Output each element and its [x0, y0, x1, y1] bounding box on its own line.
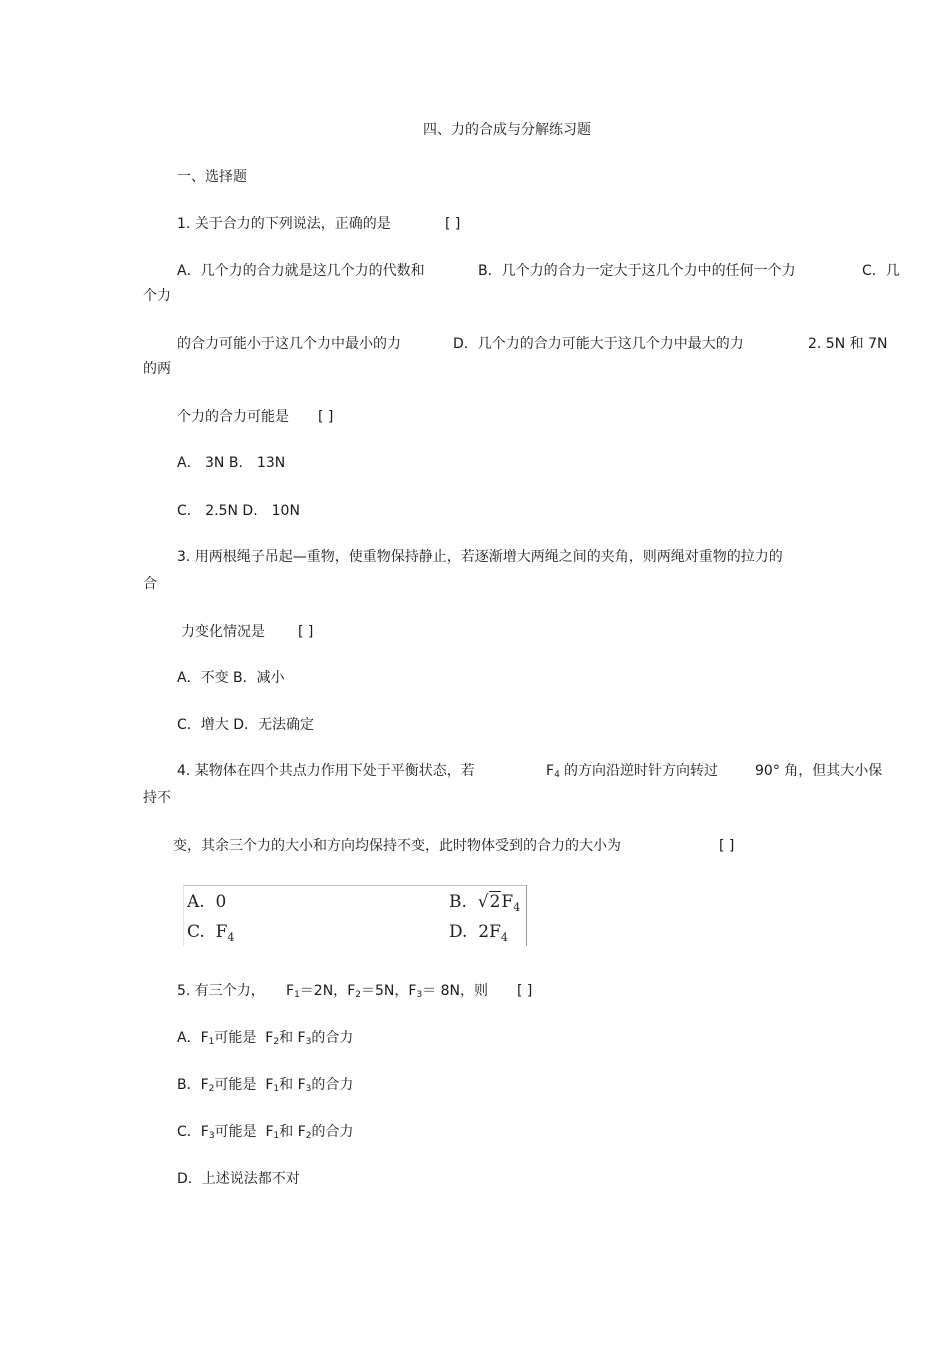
question-1-stem: 1. 关于合力的下列说法，正确的是 [177, 216, 391, 232]
question-4-options-image [183, 885, 527, 946]
question-1-wrap: 个力 [143, 288, 171, 304]
question-4-stem-post: 的方向沿逆时针方向转过 [564, 763, 718, 779]
question-5-option-d: D．上述说法都不对 [177, 1171, 300, 1187]
question-3-stem: 3. 用两根绳子吊起—重物，使重物保持静止，若逐渐增大两绳之间的夹角，则两绳对重物的拉力的 [177, 549, 783, 565]
question-1-option-c-cont: 的合力可能小于这几个力中最小的力 [177, 336, 401, 352]
question-4-option-b: B. $√2F_4$ [449, 892, 521, 914]
question-5-stem: 5. 有三个力， [177, 983, 265, 999]
question-4-wrap: 持不 [143, 790, 171, 806]
question-4-option-d: D. $2F_4$ [449, 922, 508, 944]
question-5-option-c: C．$F_3$可能是 $F_1$和 $F_2$的合力 [177, 1124, 354, 1141]
question-3-cont: 力变化情况是 [181, 624, 265, 640]
question-4-stem-pre: 4. 某物体在四个共点力作用下处于平衡状态，若 [177, 763, 475, 779]
sqrt-symbol: √2 [477, 892, 501, 912]
question-4-force: $F_4$ [546, 763, 560, 780]
question-4-option-c: C. $F_4$ [187, 922, 235, 944]
question-2-stem: 个力的合力可能是 [177, 409, 289, 425]
question-5-option-b: B．$F_2$可能是 $F_1$和 $F_3$的合力 [177, 1077, 354, 1094]
question-1-option-c-start: C．几 [862, 263, 900, 279]
question-1-option-a: A．几个力的合力就是这几个力的代数和 [177, 263, 425, 279]
question-4-angle: 90° 角，但其大小保 [755, 763, 883, 779]
question-3-options-ab: A．不变 B．减小 [177, 670, 285, 686]
question-2-options-cd: C． 2.5N D． 10N [177, 503, 300, 519]
question-1-option-b: B．几个力的合力一定大于这几个力中的任何一个力 [478, 263, 796, 279]
question-1-bracket: [ ] [445, 216, 461, 232]
question-2-options-ab: A． 3N B． 13N [177, 455, 286, 471]
question-2-bracket: [ ] [318, 409, 334, 425]
section-heading: 一、选择题 [177, 169, 247, 185]
question-2-wrap: 的两 [143, 361, 171, 377]
question-4-option-a: A. 0 [187, 892, 227, 912]
question-4-cont: 变，其余三个力的大小和方向均保持不变，此时物体受到的合力的大小为 [173, 838, 621, 854]
question-4-bracket: [ ] [719, 838, 735, 854]
question-5-bracket: [ ] [517, 983, 533, 999]
question-3-options-cd: C．增大 D．无法确定 [177, 717, 315, 733]
question-5-forces: $F_1=2N$，$F_2=5N$，$F_3= 8N$，则 [286, 983, 489, 1000]
question-2-start: 2. 5N 和 7N [808, 336, 888, 352]
page-title: 四、力的合成与分解练习题 [423, 122, 591, 138]
question-3-bracket: [ ] [298, 624, 314, 640]
question-5-option-a: A．$F_1$可能是 $F_2$和 $F_3$的合力 [177, 1030, 354, 1047]
question-1-option-d: D．几个力的合力可能大于这几个力中最大的力 [453, 336, 744, 352]
question-3-wrap: 合 [143, 576, 157, 592]
